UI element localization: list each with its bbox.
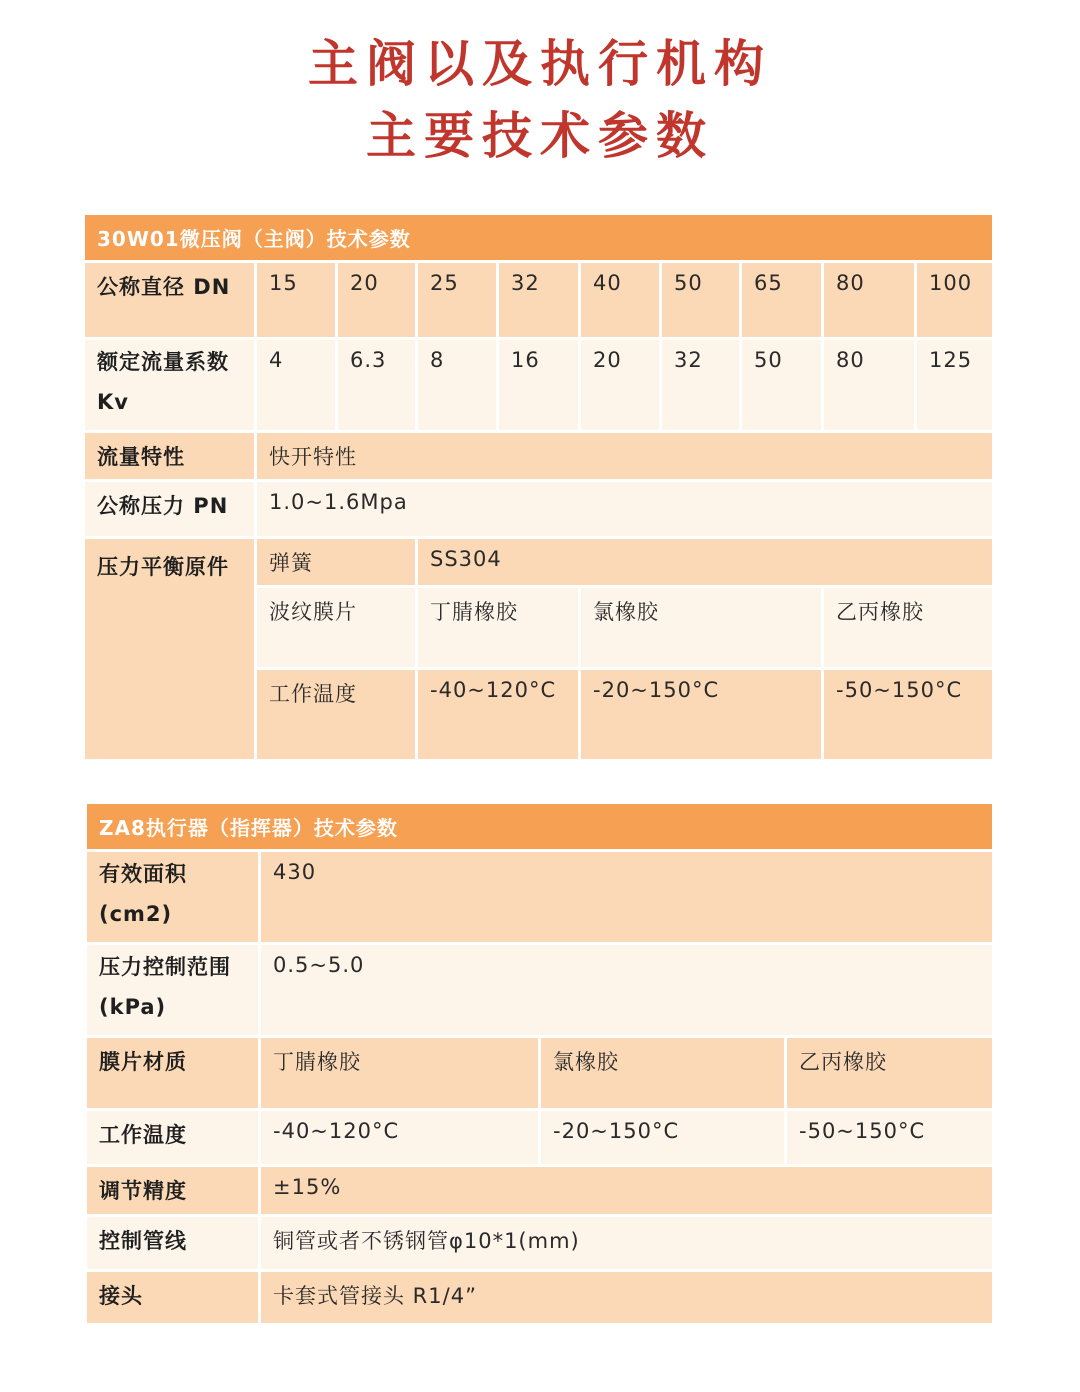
range-value: 0.5~5.0 bbox=[260, 944, 994, 1037]
temp-value: -50~150°C bbox=[823, 669, 994, 761]
table-row bbox=[86, 944, 994, 1037]
diaphragm-material: 氯橡胶 bbox=[580, 587, 823, 669]
material-value: 氯橡胶 bbox=[540, 1037, 786, 1110]
pipe-label: 控制管线 bbox=[86, 1216, 260, 1271]
dn-value: 80 bbox=[823, 262, 916, 339]
pn-value: 1.0~1.6Mpa bbox=[256, 481, 994, 538]
kv-value: 80 bbox=[823, 339, 916, 432]
pipe-value: 铜管或者不锈钢管φ10*1(mm) bbox=[260, 1216, 994, 1271]
dn-value: 40 bbox=[580, 262, 661, 339]
dn-value: 20 bbox=[337, 262, 417, 339]
temp-value: -20~150°C bbox=[540, 1110, 786, 1166]
page-title-line-1: 主阀以及执行机构 bbox=[308, 35, 772, 93]
page-title-line-2: 主要技术参数 bbox=[366, 107, 714, 165]
kv-value: 8 bbox=[417, 339, 498, 432]
actuator-spec-table bbox=[84, 801, 995, 1326]
table-row bbox=[84, 432, 994, 481]
kv-value: 20 bbox=[580, 339, 661, 432]
dn-value: 50 bbox=[661, 262, 741, 339]
diaphragm-label: 波纹膜片 bbox=[256, 587, 417, 669]
pn-label: 公称压力 PN bbox=[84, 481, 256, 538]
joint-value: 卡套式管接头 R1/4” bbox=[260, 1271, 994, 1325]
kv-value: 32 bbox=[661, 339, 741, 432]
kv-value: 16 bbox=[498, 339, 580, 432]
dn-value: 65 bbox=[741, 262, 823, 339]
dn-label: 公称直径 DN bbox=[84, 262, 256, 339]
temp-value: -50~150°C bbox=[786, 1110, 994, 1166]
table2-caption: ZA8执行器（指挥器）技术参数 bbox=[86, 803, 994, 851]
kv-value: 50 bbox=[741, 339, 823, 432]
temp-value: -40~120°C bbox=[260, 1110, 540, 1166]
area-label: 有效面积(cm2) bbox=[86, 851, 260, 944]
table-row bbox=[84, 538, 994, 587]
temp-value: -40~120°C bbox=[417, 669, 580, 761]
kv-label: 额定流量系数 Kv bbox=[84, 339, 256, 432]
table-row bbox=[84, 339, 994, 432]
flow-value: 快开特性 bbox=[256, 432, 994, 481]
main-valve-spec-table bbox=[82, 212, 995, 762]
temp-label: 工作温度 bbox=[86, 1110, 260, 1166]
table-row bbox=[86, 1110, 994, 1166]
kv-value: 125 bbox=[916, 339, 994, 432]
range-label: 压力控制范围(kPa) bbox=[86, 944, 260, 1037]
temp-label: 工作温度 bbox=[256, 669, 417, 761]
dn-value: 100 bbox=[916, 262, 994, 339]
kv-value: 6.3 bbox=[337, 339, 417, 432]
table-row bbox=[86, 1216, 994, 1271]
balance-label: 压力平衡原件 bbox=[84, 538, 256, 761]
table-row bbox=[86, 851, 994, 944]
dn-value: 15 bbox=[256, 262, 337, 339]
accuracy-label: 调节精度 bbox=[86, 1166, 260, 1216]
material-value: 丁腈橡胶 bbox=[260, 1037, 540, 1110]
flow-label: 流量特性 bbox=[84, 432, 256, 481]
dn-value: 32 bbox=[498, 262, 580, 339]
area-value: 430 bbox=[260, 851, 994, 944]
table1-caption: 30W01微压阀（主阀）技术参数 bbox=[84, 214, 994, 262]
material-value: 乙丙橡胶 bbox=[786, 1037, 994, 1110]
table-row bbox=[84, 262, 994, 339]
joint-label: 接头 bbox=[86, 1271, 260, 1325]
material-label: 膜片材质 bbox=[86, 1037, 260, 1110]
accuracy-value: ±15% bbox=[260, 1166, 994, 1216]
table-row bbox=[84, 481, 994, 538]
diaphragm-material: 乙丙橡胶 bbox=[823, 587, 994, 669]
kv-value: 4 bbox=[256, 339, 337, 432]
spring-value: SS304 bbox=[417, 538, 994, 587]
table-row bbox=[86, 1166, 994, 1216]
table-row bbox=[86, 1037, 994, 1110]
dn-value: 25 bbox=[417, 262, 498, 339]
table-row bbox=[86, 1271, 994, 1325]
diaphragm-material: 丁腈橡胶 bbox=[417, 587, 580, 669]
temp-value: -20~150°C bbox=[580, 669, 823, 761]
spring-label: 弹簧 bbox=[256, 538, 417, 587]
